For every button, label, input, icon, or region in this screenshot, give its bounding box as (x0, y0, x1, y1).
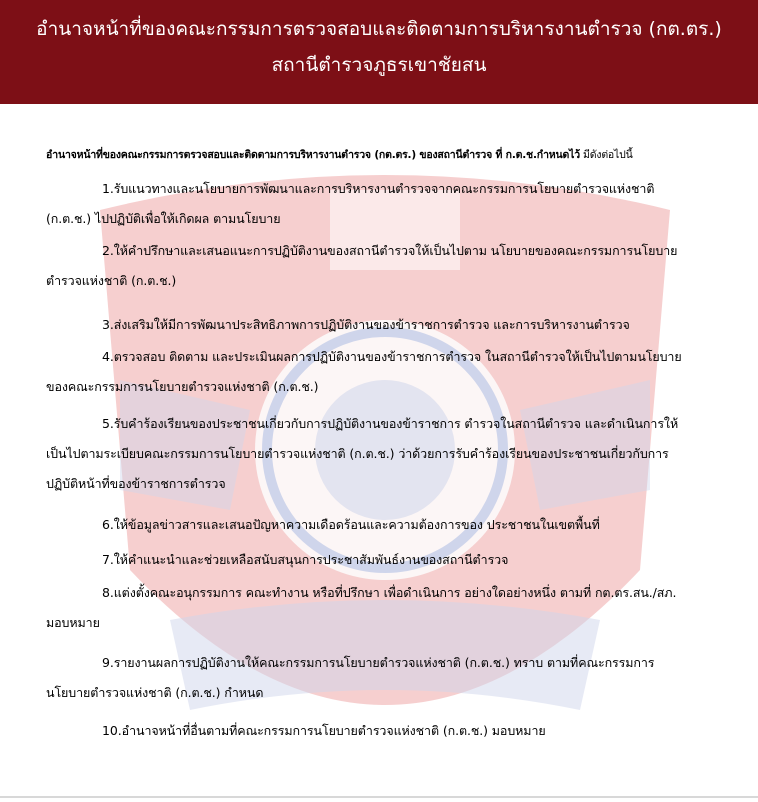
duty-item-8: 8.แต่งตั้งคณะอนุกรรมการ คณะทำงาน หรือที่ปรึกษา เพื่อดำเนินการ อย่างใดอย่างหนึ่ง ตามที่ กต.ตร.สน./สภ. มอบหมาย (46, 585, 677, 630)
page-title: อำนาจหน้าที่ของคณะกรรมการตรวจสอบและติดตามการบริหารงานตำรวจ (กต.ตร.) (36, 18, 722, 40)
duty-item-5: 5.รับคำร้องเรียนของประชาชนเกี่ยวกับการปฏิบัติงานของข้าราชการ ตำรวจในสถานีตำรวจ และดำเนินการให้เป็นไปตามระเบียบคณะกรรมการนโยบายตำรวจแห่งชาติ (ก.ต.ช.) ว่าด้วยการรับคำร้องเรียนของประชาชนเกี่ยวกับการปฏิบัติหน้าที่ของข้าราชการตำรวจ (46, 416, 679, 491)
duty-item-4: 4.ตรวจสอบ ติดตาม และประเมินผลการปฏิบัติงานของข้าราชการตำรวจ ในสถานีตำรวจให้เป็นไปตามนโยบายของคณะกรรมการนโยบายตำรวจแห่งชาติ (ก.ต.ช.) (46, 349, 682, 394)
intro-bold-text: อำนาจหน้าที่ของคณะกรรมการตรวจสอบและติดตามการบริหารงานตำรวจ (กต.ตร.) ของสถานีตำรวจ ที่ ก.ต.ช.กำหนดไว้ (46, 149, 580, 161)
duty-item-10: 10.อำนาจหน้าที่อื่นตามที่คณะกรรมการนโยบายตำรวจแห่งชาติ (ก.ต.ช.) มอบหมาย (102, 723, 546, 738)
duty-item-6: 6.ให้ข้อมูลข่าวสารและเสนอปัญหาความเดือดร้อนและความต้องการของ ประชาชนในเขตพื้นที่ (102, 517, 600, 532)
duty-item-7: 7.ให้คำแนะนำและช่วยเหลือสนับสนุนการประชาสัมพันธ์งานของสถานีตำรวจ (102, 552, 509, 567)
duty-item-1: 1.รับแนวทางและนโยบายการพัฒนาและการบริหารงานตำรวจจากคณะกรรมการนโยบายตำรวจแห่งชาติ (ก.ต.ช.) ไปปฏิบัติเพื่อให้เกิดผล ตามนโยบาย (46, 181, 655, 226)
intro-paragraph (46, 146, 726, 164)
duty-item-3: 3.ส่งเสริมให้มีการพัฒนาประสิทธิภาพการปฏิบัติงานของข้าราชการตำรวจ และการบริหารงานตำรวจ (102, 317, 630, 332)
intro-normal-text: มีดังต่อไปนี้ (583, 149, 633, 161)
duty-item-2: 2.ให้คำปรึกษาและเสนอแนะการปฏิบัติงานของสถานีตำรวจให้เป็นไปตาม นโยบายของคณะกรรมการนโยบายตำรวจแห่งชาติ (ก.ต.ช.) (46, 243, 678, 288)
station-name: สถานีตำรวจภูธรเขาชัยสน (271, 54, 487, 76)
duty-item-9: 9.รายงานผลการปฏิบัติงานให้คณะกรรมการนโยบายตำรวจแห่งชาติ (ก.ต.ช.) ทราบ ตามที่คณะกรรมการนโยบายตำรวจแห่งชาติ (ก.ต.ช.) กำหนด (46, 655, 655, 700)
